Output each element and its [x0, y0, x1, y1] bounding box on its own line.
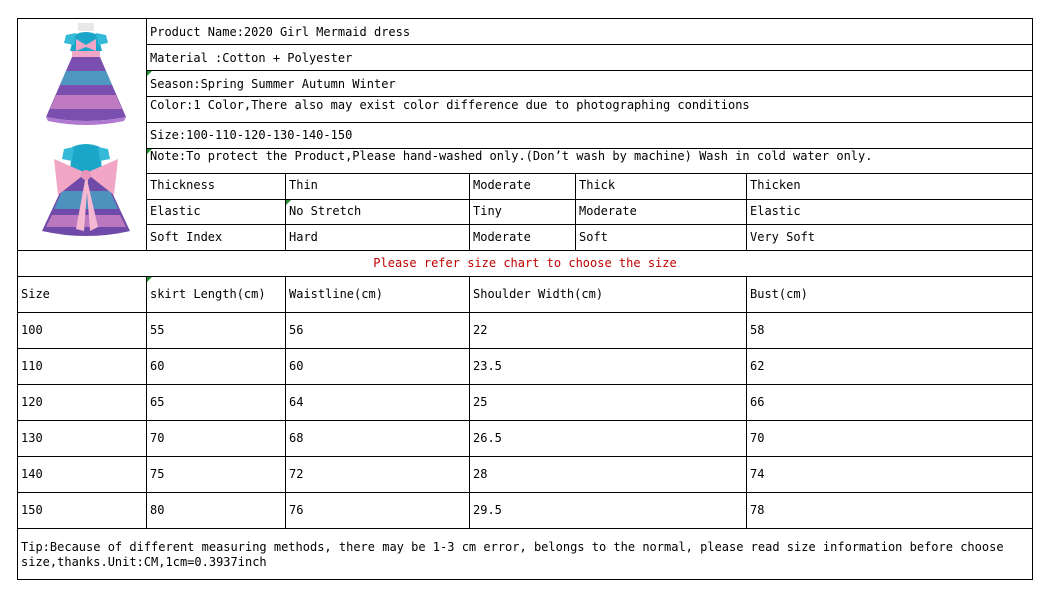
- shoulder-width-cell: 23.5: [473, 359, 502, 373]
- dress-back-photo: [36, 139, 136, 249]
- shoulder-width-column-header: Shoulder Width(cm): [473, 287, 604, 301]
- waistline-cell: 76: [289, 503, 304, 517]
- bust-cell: 62: [750, 359, 765, 373]
- skirt-length-cell: 70: [150, 431, 165, 445]
- attribute-option: Moderate: [473, 178, 531, 192]
- size-cell: 140: [21, 467, 43, 481]
- product-size: Size:100-110-120-130-140-150: [150, 128, 353, 142]
- waistline-column-header: Waistline(cm): [289, 287, 383, 301]
- attribute-option: Thick: [579, 178, 616, 192]
- size-cell: 110: [21, 359, 43, 373]
- waistline-cell: 72: [289, 467, 304, 481]
- attribute-option: Thin: [289, 178, 318, 192]
- waistline-cell: 64: [289, 395, 304, 409]
- product-color: Color:1 Color,There also may exist color difference due to photographing conditions: [150, 98, 750, 112]
- attribute-label: Elastic: [150, 204, 201, 218]
- bust-cell: 66: [750, 395, 765, 409]
- size-cell: 150: [21, 503, 43, 517]
- attribute-option: No Stretch: [289, 204, 362, 218]
- size-cell: 100: [21, 323, 43, 337]
- bust-column-header: Bust(cm): [750, 287, 808, 301]
- attribute-option: Elastic: [750, 204, 801, 218]
- measurement-tip: Tip:Because of different measuring methods, there may be 1-3 cm error, belongs to the normal, please read size information before choose size,thanks.Unit:CM,1cm=0.3937inch: [21, 540, 1004, 569]
- shoulder-width-cell: 26.5: [473, 431, 502, 445]
- bust-cell: 74: [750, 467, 765, 481]
- skirt-length-cell: 60: [150, 359, 165, 373]
- shoulder-width-cell: 25: [473, 395, 488, 409]
- attribute-option: Tiny: [473, 204, 502, 218]
- attribute-option: Moderate: [473, 230, 531, 244]
- skirt-length-cell: 75: [150, 467, 165, 481]
- shoulder-width-cell: 28: [473, 467, 488, 481]
- skirt-length-cell: 80: [150, 503, 165, 517]
- skirt-length-column-header: skirt Length(cm): [150, 287, 266, 301]
- shoulder-width-cell: 22: [473, 323, 488, 337]
- bust-cell: 58: [750, 323, 765, 337]
- size-column-header: Size: [21, 287, 50, 301]
- waistline-cell: 60: [289, 359, 304, 373]
- attribute-option: Moderate: [579, 204, 637, 218]
- attribute-option: Hard: [289, 230, 318, 244]
- bust-cell: 78: [750, 503, 765, 517]
- attribute-option: Thicken: [750, 178, 801, 192]
- shoulder-width-cell: 29.5: [473, 503, 502, 517]
- product-name: Product Name:2020 Girl Mermaid dress: [150, 25, 411, 39]
- product-season: Season:Spring Summer Autumn Winter: [150, 77, 396, 91]
- size-cell: 120: [21, 395, 43, 409]
- product-note: Note:To protect the Product,Please hand-washed only.(Don’t wash by machine) Wash in cold water only.: [150, 149, 873, 163]
- attribute-label: Soft Index: [150, 230, 223, 244]
- waistline-cell: 68: [289, 431, 304, 445]
- skirt-length-cell: 55: [150, 323, 165, 337]
- bust-cell: 70: [750, 431, 765, 445]
- attribute-option: Very Soft: [750, 230, 816, 244]
- dress-front-photo: [36, 21, 136, 131]
- attribute-option: Soft: [579, 230, 608, 244]
- size-cell: 130: [21, 431, 43, 445]
- size-chart-sheet: [17, 18, 1033, 580]
- product-material: Material :Cotton + Polyester: [150, 51, 353, 65]
- size-chart-notice: Please refer size chart to choose the size: [373, 256, 677, 270]
- waistline-cell: 56: [289, 323, 304, 337]
- skirt-length-cell: 65: [150, 395, 165, 409]
- attribute-label: Thickness: [150, 178, 216, 192]
